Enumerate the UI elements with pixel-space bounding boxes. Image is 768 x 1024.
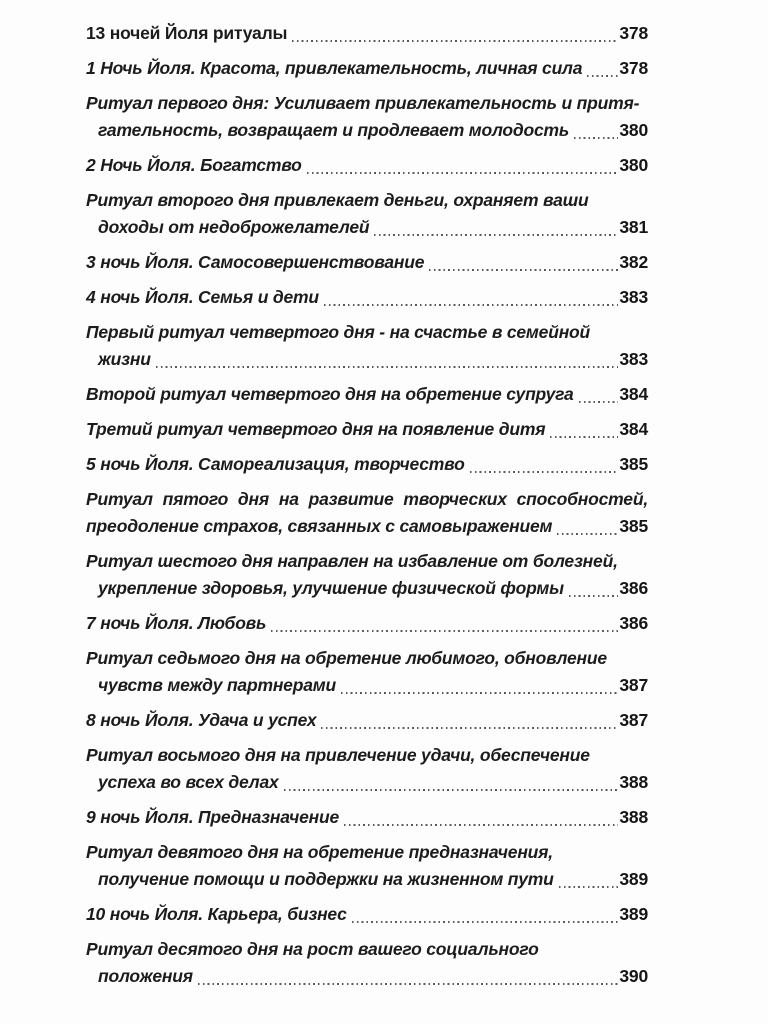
entry-title-text: Ритуал восьмого дня на привлечение удачи, обеспечение: [86, 745, 590, 765]
dot-leader: [292, 40, 618, 42]
dot-leader: [569, 595, 618, 597]
entry-title-text: успеха во всех делах: [98, 772, 279, 792]
page-number: 378: [619, 23, 648, 43]
entry-title-text: получение помощи и поддержки на жизненном пути: [98, 869, 554, 889]
toc-entry-final-line: [86, 249, 648, 276]
dot-leader: [550, 436, 618, 438]
toc-entry: [86, 936, 648, 990]
toc-entry-line: [86, 936, 648, 963]
dot-leader: [374, 234, 618, 236]
toc-entry: [86, 416, 648, 443]
entry-title-text: Ритуал десятого дня на рост вашего социального: [86, 939, 539, 959]
page-number: 378: [619, 58, 648, 78]
toc-entry: [86, 20, 648, 47]
entry-title-text: Ритуал седьмого дня на обретение любимого, обновление: [86, 648, 607, 668]
page-number: 381: [619, 217, 648, 237]
page-number: 385: [619, 454, 648, 474]
toc-entry-line: [86, 319, 648, 346]
toc-entry: [86, 486, 648, 540]
toc-entry-final-line: [86, 575, 648, 602]
dot-leader: [284, 789, 619, 791]
toc-entry-final-line: [86, 117, 648, 144]
toc-entry: [86, 707, 648, 734]
toc-entry: [86, 284, 648, 311]
toc-entry-final-line: [86, 866, 648, 893]
entry-title-text: 9 ночь Йоля. Предназначение: [86, 807, 340, 827]
page-number: 388: [619, 807, 648, 827]
page-number: 384: [619, 419, 648, 439]
toc-entry-final-line: [86, 804, 648, 831]
toc-entry: [86, 90, 648, 144]
entry-title-text: Ритуал пятого дня на развитие творческих способностей,: [86, 489, 648, 509]
toc-entry-line: [86, 548, 648, 575]
page-number: 389: [619, 904, 648, 924]
entry-title-text: чувств между партнерами: [98, 675, 336, 695]
entry-title-text: 1 Ночь Йоля. Красота, привлекательность, личная сила: [86, 58, 583, 78]
dot-leader: [429, 269, 618, 271]
dot-leader: [587, 75, 618, 77]
toc-entry-final-line: [86, 55, 648, 82]
dot-leader: [324, 304, 619, 306]
toc-entry: [86, 381, 648, 408]
dot-leader: [352, 921, 619, 923]
toc-entry-final-line: [86, 381, 648, 408]
toc-entry: [86, 742, 648, 796]
toc-entry-line: [86, 187, 648, 214]
entry-title-text: Ритуал первого дня: Усиливает привлекательность и притя-: [86, 93, 640, 113]
toc-entry-line: [86, 486, 648, 513]
toc-entry-final-line: [86, 963, 648, 990]
table-of-contents: [86, 20, 648, 998]
toc-entry-final-line: [86, 610, 648, 637]
toc-entry: [86, 249, 648, 276]
toc-entry-final-line: [86, 152, 648, 179]
dot-leader: [321, 727, 618, 729]
entry-title-text: Третий ритуал четвертого дня на появление дитя: [86, 419, 546, 439]
entry-title-text: укрепление здоровья, улучшение физической формы: [98, 578, 564, 598]
toc-entry: [86, 548, 648, 602]
toc-entry: [86, 319, 648, 373]
entry-title-text: 8 ночь Йоля. Удача и успех: [86, 710, 317, 730]
toc-entry: [86, 645, 648, 699]
dot-leader: [271, 630, 618, 632]
entry-title-text: Второй ритуал четвертого дня на обретение супруга: [86, 384, 574, 404]
toc-entry-final-line: [86, 672, 648, 699]
entry-title-text: 3 ночь Йоля. Самосовершенствование: [86, 252, 425, 272]
toc-entry-final-line: [86, 769, 648, 796]
entry-title-text: 13 ночей Йоля ритуалы: [86, 23, 288, 43]
page-number: 380: [619, 120, 648, 140]
entry-title-text: Первый ритуал четвертого дня - на счастье в семейной: [86, 322, 591, 342]
entry-title-text: доходы от недоброжелателей: [98, 217, 370, 237]
entry-title-text: положения: [98, 966, 193, 986]
page-number: 383: [619, 349, 648, 369]
entry-title-text: 5 ночь Йоля. Самореализация, творчество: [86, 454, 465, 474]
page-number: 388: [619, 772, 648, 792]
entry-title-text: Ритуал второго дня привлекает деньги, охраняет ваши: [86, 190, 589, 210]
entry-title-text: жизни: [98, 349, 151, 369]
toc-entry-final-line: [86, 513, 648, 540]
toc-entry: [86, 187, 648, 241]
dot-leader: [341, 692, 618, 694]
dot-leader: [557, 533, 618, 535]
dot-leader: [579, 401, 619, 403]
toc-entry-line: [86, 839, 648, 866]
entry-title-text: 7 ночь Йоля. Любовь: [86, 613, 267, 633]
dot-leader: [559, 886, 619, 888]
page-number: 389: [619, 869, 648, 889]
toc-entry-final-line: [86, 214, 648, 241]
dot-leader: [156, 366, 619, 368]
toc-entry: [86, 804, 648, 831]
dot-leader: [574, 137, 618, 139]
page-number: 380: [619, 155, 648, 175]
entry-title-text: 4 ночь Йоля. Семья и дети: [86, 287, 319, 307]
toc-entry-final-line: [86, 20, 648, 47]
dot-leader: [344, 824, 618, 826]
toc-entry: [86, 152, 648, 179]
toc-entry-final-line: [86, 707, 648, 734]
page-number: 383: [619, 287, 648, 307]
toc-entry: [86, 55, 648, 82]
dot-leader: [307, 172, 619, 174]
page-number: 384: [619, 384, 648, 404]
toc-entry-final-line: [86, 416, 648, 443]
entry-title-text: преодоление страхов, связанных с самовыражением: [86, 516, 553, 536]
toc-entry-final-line: [86, 451, 648, 478]
toc-entry-line: [86, 90, 648, 117]
page-number: 387: [619, 675, 648, 695]
entry-title-text: гательность, возвращает и продлевает молодость: [98, 120, 570, 140]
toc-entry-final-line: [86, 346, 648, 373]
dot-leader: [470, 471, 619, 473]
toc-entry: [86, 839, 648, 893]
toc-entry: [86, 901, 648, 928]
toc-entry: [86, 610, 648, 637]
toc-entry: [86, 451, 648, 478]
page-number: 385: [619, 516, 648, 536]
page-number: 386: [619, 578, 648, 598]
page-number: 386: [619, 613, 648, 633]
page-number: 390: [619, 966, 648, 986]
toc-entry-line: [86, 645, 648, 672]
entry-title-text: 10 ночь Йоля. Карьера, бизнес: [86, 904, 347, 924]
entry-title-text: 2 Ночь Йоля. Богатство: [86, 155, 302, 175]
toc-entry-final-line: [86, 901, 648, 928]
dot-leader: [198, 983, 619, 985]
page-number: 387: [619, 710, 648, 730]
toc-entry-final-line: [86, 284, 648, 311]
entry-title-text: Ритуал девятого дня на обретение предназначения,: [86, 842, 553, 862]
toc-entry-line: [86, 742, 648, 769]
entry-title-text: Ритуал шестого дня направлен на избавление от болезней,: [86, 551, 618, 571]
page-number: 382: [619, 252, 648, 272]
